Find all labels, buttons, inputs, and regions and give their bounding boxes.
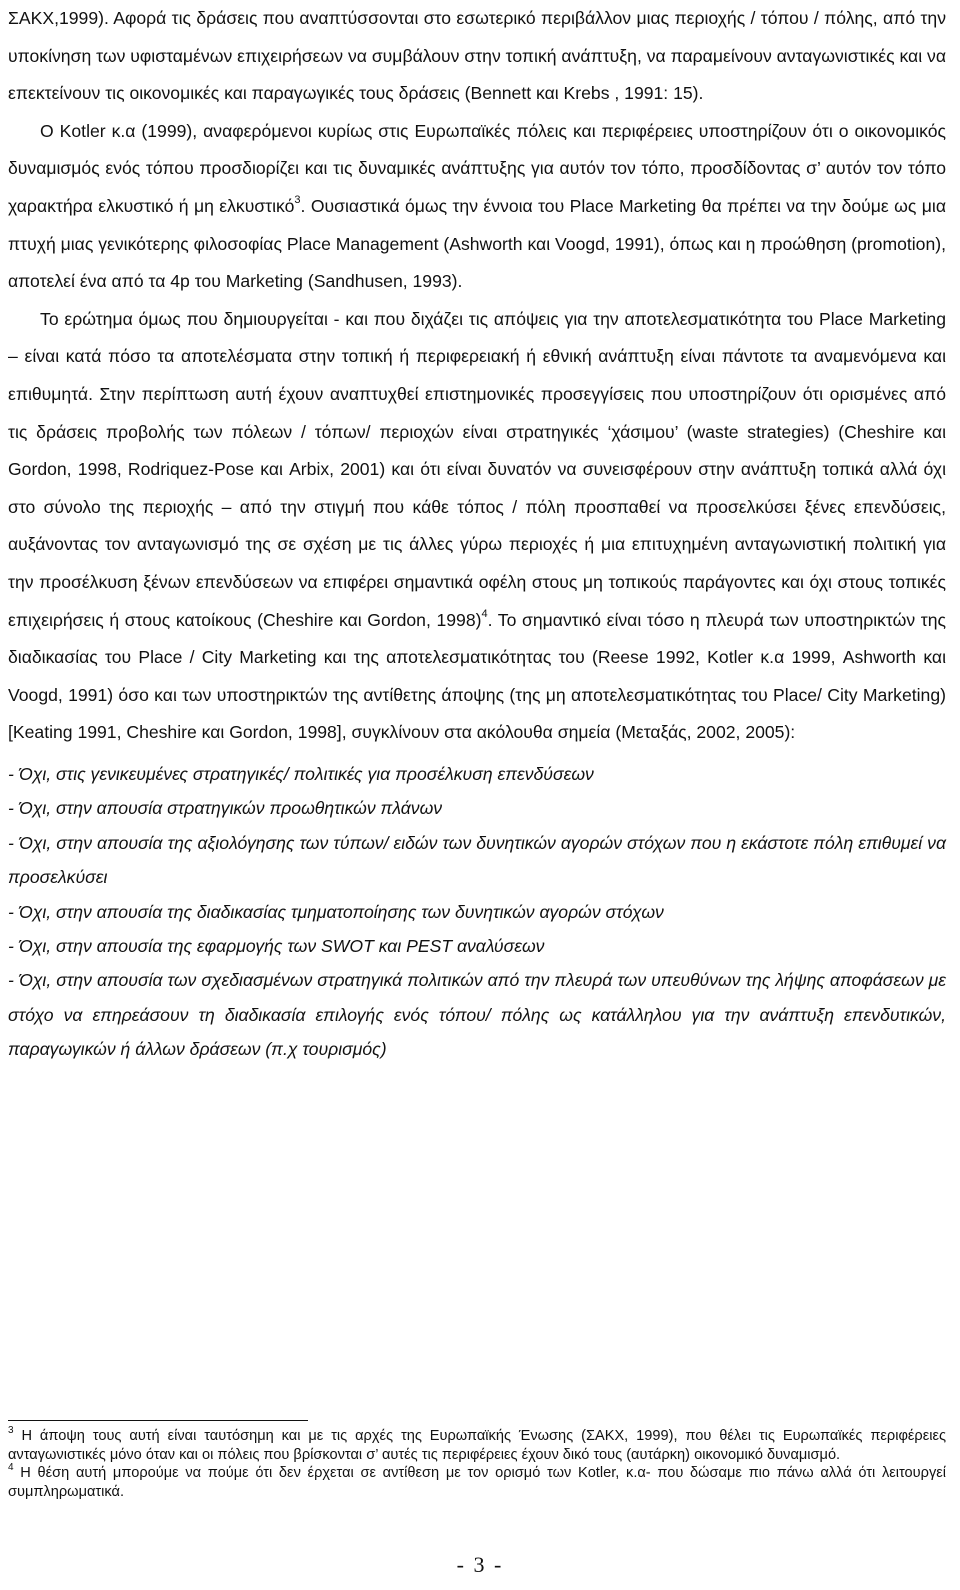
paragraph-2-text-a: Ο Kotler κ.α (1999), αναφερόμενοι κυρίως στις Ευρωπαϊκές πόλεις και περιφέρειες υποστηρίζουν ότι ο οικονομικός δυναμισμός ενός τόπου προσδιορίζει και τις δυναμικές ανάπτυξης για αυτόν τον τόπο, προσδίδοντας σ’ αυτόν τον τόπο χαρακτήρα ελκυστικό ή μη ελκυστικό — [8, 120, 946, 216]
list-item-text: - Όχι, στην απουσία στρατηγικών προωθητικών πλάνων — [8, 798, 443, 819]
footnote-ref-3: 3 — [294, 194, 301, 207]
footnote-text: Η θέση αυτή μπορούμε να πούμε ότι δεν έρχεται σε αντίθεση με τον ορισμό των Kotler, κ.α- που δώσαμε πιο πάνω αλλά ότι λειτουργεί συμπληρωματικά. — [8, 1465, 946, 1500]
list-item-text: - Όχι, στις γενικευμένες στρατηγικές/ πολιτικές για προσέλκυση επενδύσεων — [8, 763, 594, 784]
footnote-number: 3 — [8, 1425, 14, 1437]
list-item — [8, 963, 946, 1066]
paragraph-2 — [8, 113, 946, 301]
list-item — [8, 757, 946, 791]
paragraph-3 — [8, 301, 946, 752]
list-item — [8, 929, 946, 963]
list-item — [8, 791, 946, 825]
document-page — [8, 0, 946, 1067]
main-text — [8, 0, 946, 752]
footnote-4 — [8, 1464, 946, 1501]
footnotes — [8, 1420, 946, 1501]
footnote-3 — [8, 1427, 946, 1464]
list-item-text: - Όχι, στην απουσία της αξιολόγησης των τύπων/ ειδών των δυνητικών αγορών στόχων που η εκάστοτε πόλη επιθυμεί να προσελκύσει — [8, 832, 946, 888]
list-item-text: - Όχι, στην απουσία των σχεδιασμένων στρατηγικά πολιτικών από την πλευρά των υπευθύνων της λήψης αποφάσεων με στόχο να επηρεάσουν τη διαδικασία επιλογής ενός τόπου/ πόλης ως κατάλληλου για την ανάπτυξη επενδυτικών, παραγωγικών ή άλλων δράσεων (π.χ τουρισμός) — [8, 970, 946, 1060]
page-number: - 3 - — [456, 1552, 504, 1577]
list-item-text: - Όχι, στην απουσία της διαδικασίας τμηματοποίησης των δυνητικών αγορών στόχων — [8, 901, 664, 922]
footnote-text: Η άποψη τους αυτή είναι ταυτόσημη και με τις αρχές της Ευρωπαϊκής Ένωσης (ΣΑΚΧ, 1999), που θέλει τις Ευρωπαϊκές περιφέρειες ανταγωνιστικές μόνο όταν και οι πόλεις που βρίσκονται σ’ αυτές τις περιφέρειες έχουν δικό τους (αυτάρκη) οικονομικό δυναμισμό. — [8, 1428, 946, 1463]
list-item — [8, 895, 946, 929]
list-item — [8, 826, 946, 895]
paragraph-3-text-b: . Το σημαντικό είναι τόσο η πλευρά των υποστηρικτών της διαδικασίας του Place / City Marketing και της αποτελεσματικότητας του (Reese 1992, Kotler κ.α 1999, Ashworth και Voogd, 1991) όσο και των υποστηρικτών της αντίθετης άποψης (της μη αποτελεσματικότητας του Place/ City Marketing) [Keating 1991, Cheshire και Gordon, 1998], συγκλίνουν στα ακόλουθα σημεία (Μεταξάς, 2002, 2005): — [8, 609, 946, 743]
points-list — [8, 757, 946, 1067]
footnote-divider — [8, 1420, 308, 1421]
footnote-number: 4 — [8, 1462, 14, 1474]
list-item-text: - Όχι, στην απουσία της εφαρμογής των SWOT και PEST αναλύσεων — [8, 935, 545, 956]
paragraph-3-text-a: Το ερώτημα όμως που δημιουργείται - και που διχάζει τις απόψεις για την αποτελεσματικότητα του Place Marketing – είναι κατά πόσο τα αποτελέσματα στην τοπική ή περιφερειακή ή εθνική ανάπτυξη είναι πάντοτε τα αναμενόμενα και επιθυμητά. Στην περίπτωση αυτή έχουν αναπτυχθεί επιστημονικές προσεγγίσεις που υποστηρίζουν ότι ορισμένες από τις δράσεις προβολής των πόλεων / τόπων/ περιοχών είναι στρατηγικές ‘χάσιμου’ (waste strategies) (Cheshire και Gordon, 1998, Rodriquez-Pose και Arbix, 2001) και ότι είναι δυνατόν να συνεισφέρουν στην ανάπτυξη τοπικά αλλά όχι στο σύνολο της περιοχής – από την στιγμή που κάθε τόπος / πόλη προσπαθεί να προσελκύσει ξένες επενδύσεις, αυξάνοντας τον ανταγωνισμό της σε σχέση με τις άλλες γύρω περιοχές ή μια επιτυχημένη ανταγωνιστική πολιτική για την προσέλκυση ξένων επενδύσεων να επιφέρει σημαντικά οφέλη στους μη τοπικούς παράγοντες και όχι στους τοπικές επιχειρήσεις ή στους κατοίκους (Cheshire και Gordon, 1998) — [8, 308, 946, 630]
footnote-ref-4: 4 — [481, 607, 488, 620]
paragraph-1: ΣΑΚΧ,1999). Αφορά τις δράσεις που αναπτύσσονται στο εσωτερικό περιβάλλον μιας περιοχής / τόπου / πόλης, από την υποκίνηση των υφισταμένων επιχειρήσεων να συμβάλουν στην τοπική ανάπτυξη, να παραμείνουν ανταγωνιστικές και να επεκτείνουν τις οικονομικές και παραγωγικές τους δράσεις (Bennett και Krebs , 1991: 15). — [8, 8, 946, 104]
paragraph-2-text-b: . Ουσιαστικά όμως την έννοια του Place Marketing θα πρέπει να την δούμε ως μια πτυχή μιας γενικότερης φιλοσοφίας Place Management (Ashworth και Voogd, 1991), όπως και η προώθηση (promotion), αποτελεί ένα από τα 4p του Marketing (Sandhusen, 1993). — [8, 195, 947, 292]
